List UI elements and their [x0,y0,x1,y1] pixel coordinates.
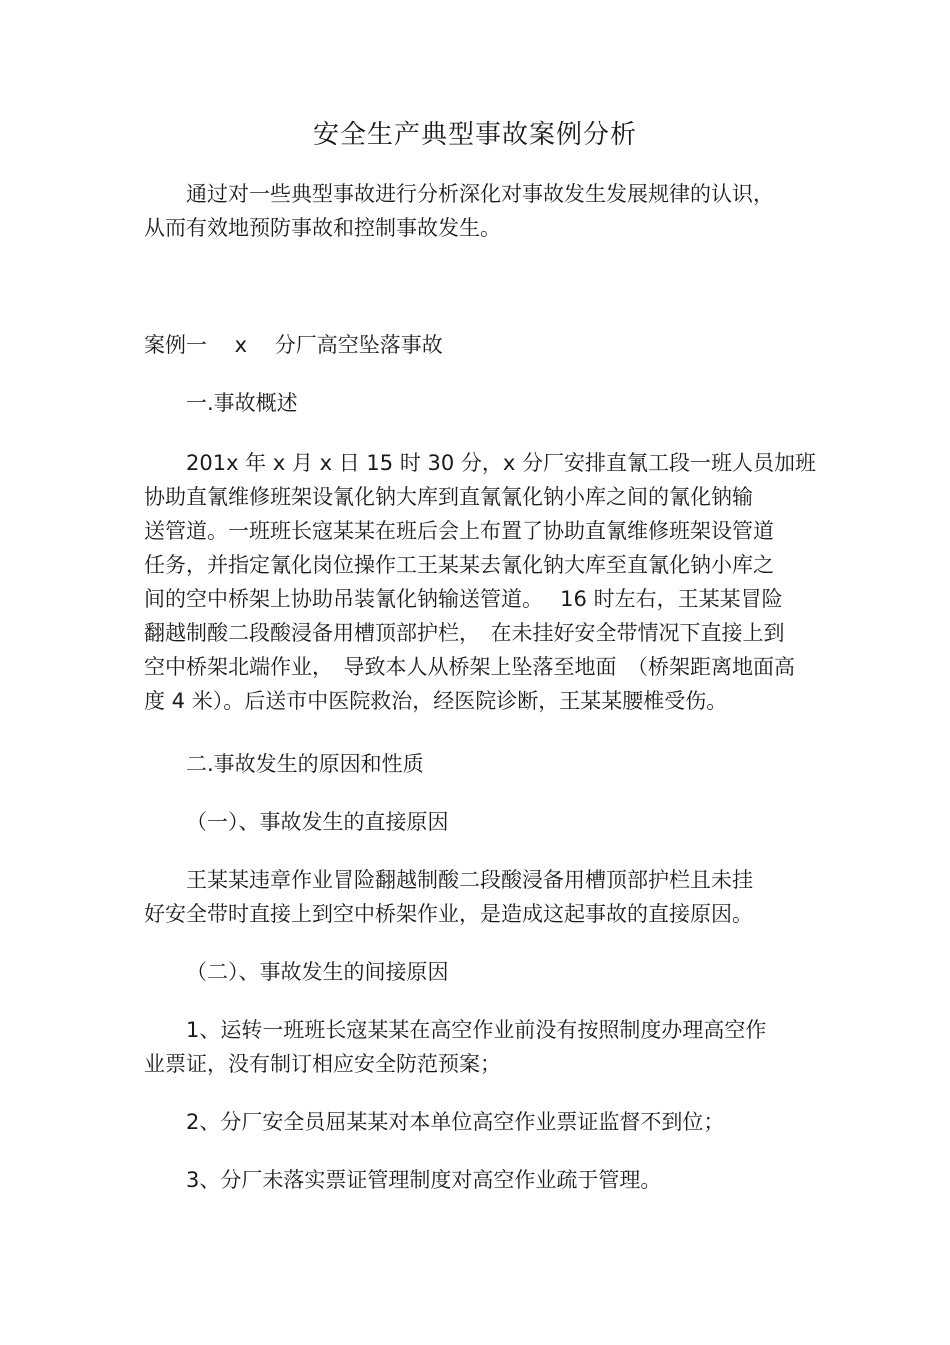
text-line: 协助直氰维修班架设氰化钠大库到直氰氰化钠小库之间的氰化钠输 [144,485,753,509]
text-line: 1、运转一班班长寇某某在高空作业前没有按照制度办理高空作 [186,1018,767,1042]
indirect-cause-item-1 [144,1013,804,1081]
text-line: 送管道。一班班长寇某某在班后会上布置了协助直氰维修班架设管道 [144,519,774,543]
overview-paragraph [144,446,816,718]
text-line: 从而有效地预防事故和控制事故发生。 [144,216,501,240]
direct-cause-paragraph [144,863,804,931]
text-line: 201x 年 x 月 x 日 15 时 30 分，x 分厂安排直氰工段一班人员加班 [186,451,816,475]
indirect-cause-item-2: 2、分厂安全员屈某某对本单位高空作业票证监督不到位； [186,1110,725,1134]
section-heading-causes: 二.事故发生的原因和性质 [186,752,424,776]
text-line: 任务，并指定氰化岗位操作工王某某去氰化钠大库至直氰化钠小库之 [144,553,774,577]
document-title: 安全生产典型事故案例分析 [312,120,637,150]
text-line: 好安全带时直接上到空中桥架作业，是造成这起事故的直接原因。 [144,902,753,926]
text-line: 度 4 米）。后送市中医院救治，经医院诊断，王某某腰椎受伤。 [144,689,728,713]
subsection-heading-indirect: （二）、事故发生的间接原因 [186,960,449,984]
intro-paragraph [144,177,804,245]
indirect-cause-item-3: 3、分厂未落实票证管理制度对高空作业疏于管理。 [186,1168,662,1192]
text-line: 业票证，没有制订相应安全防范预案； [144,1052,501,1076]
text-line: 空中桥架北端作业， 导致本人从桥架上坠落至地面 （桥架距离地面高 [144,655,795,679]
case-heading: 案例一 x 分厂高空坠落事故 [144,333,443,357]
text-line: 间的空中桥架上协助吊装氰化钠输送管道。 16 时左右，王某某冒险 [144,587,783,611]
text-line: 王某某违章作业冒险翻越制酸二段酸浸备用槽顶部护栏且未挂 [186,868,753,892]
text-line: 翻越制酸二段酸浸备用槽顶部护栏， 在未挂好安全带情况下直接上到 [144,621,785,645]
text-line: 通过对一些典型事故进行分析深化对事故发生发展规律的认识， [186,182,774,206]
subsection-heading-direct: （一）、事故发生的直接原因 [186,810,449,834]
section-heading-overview: 一.事故概述 [186,391,298,415]
